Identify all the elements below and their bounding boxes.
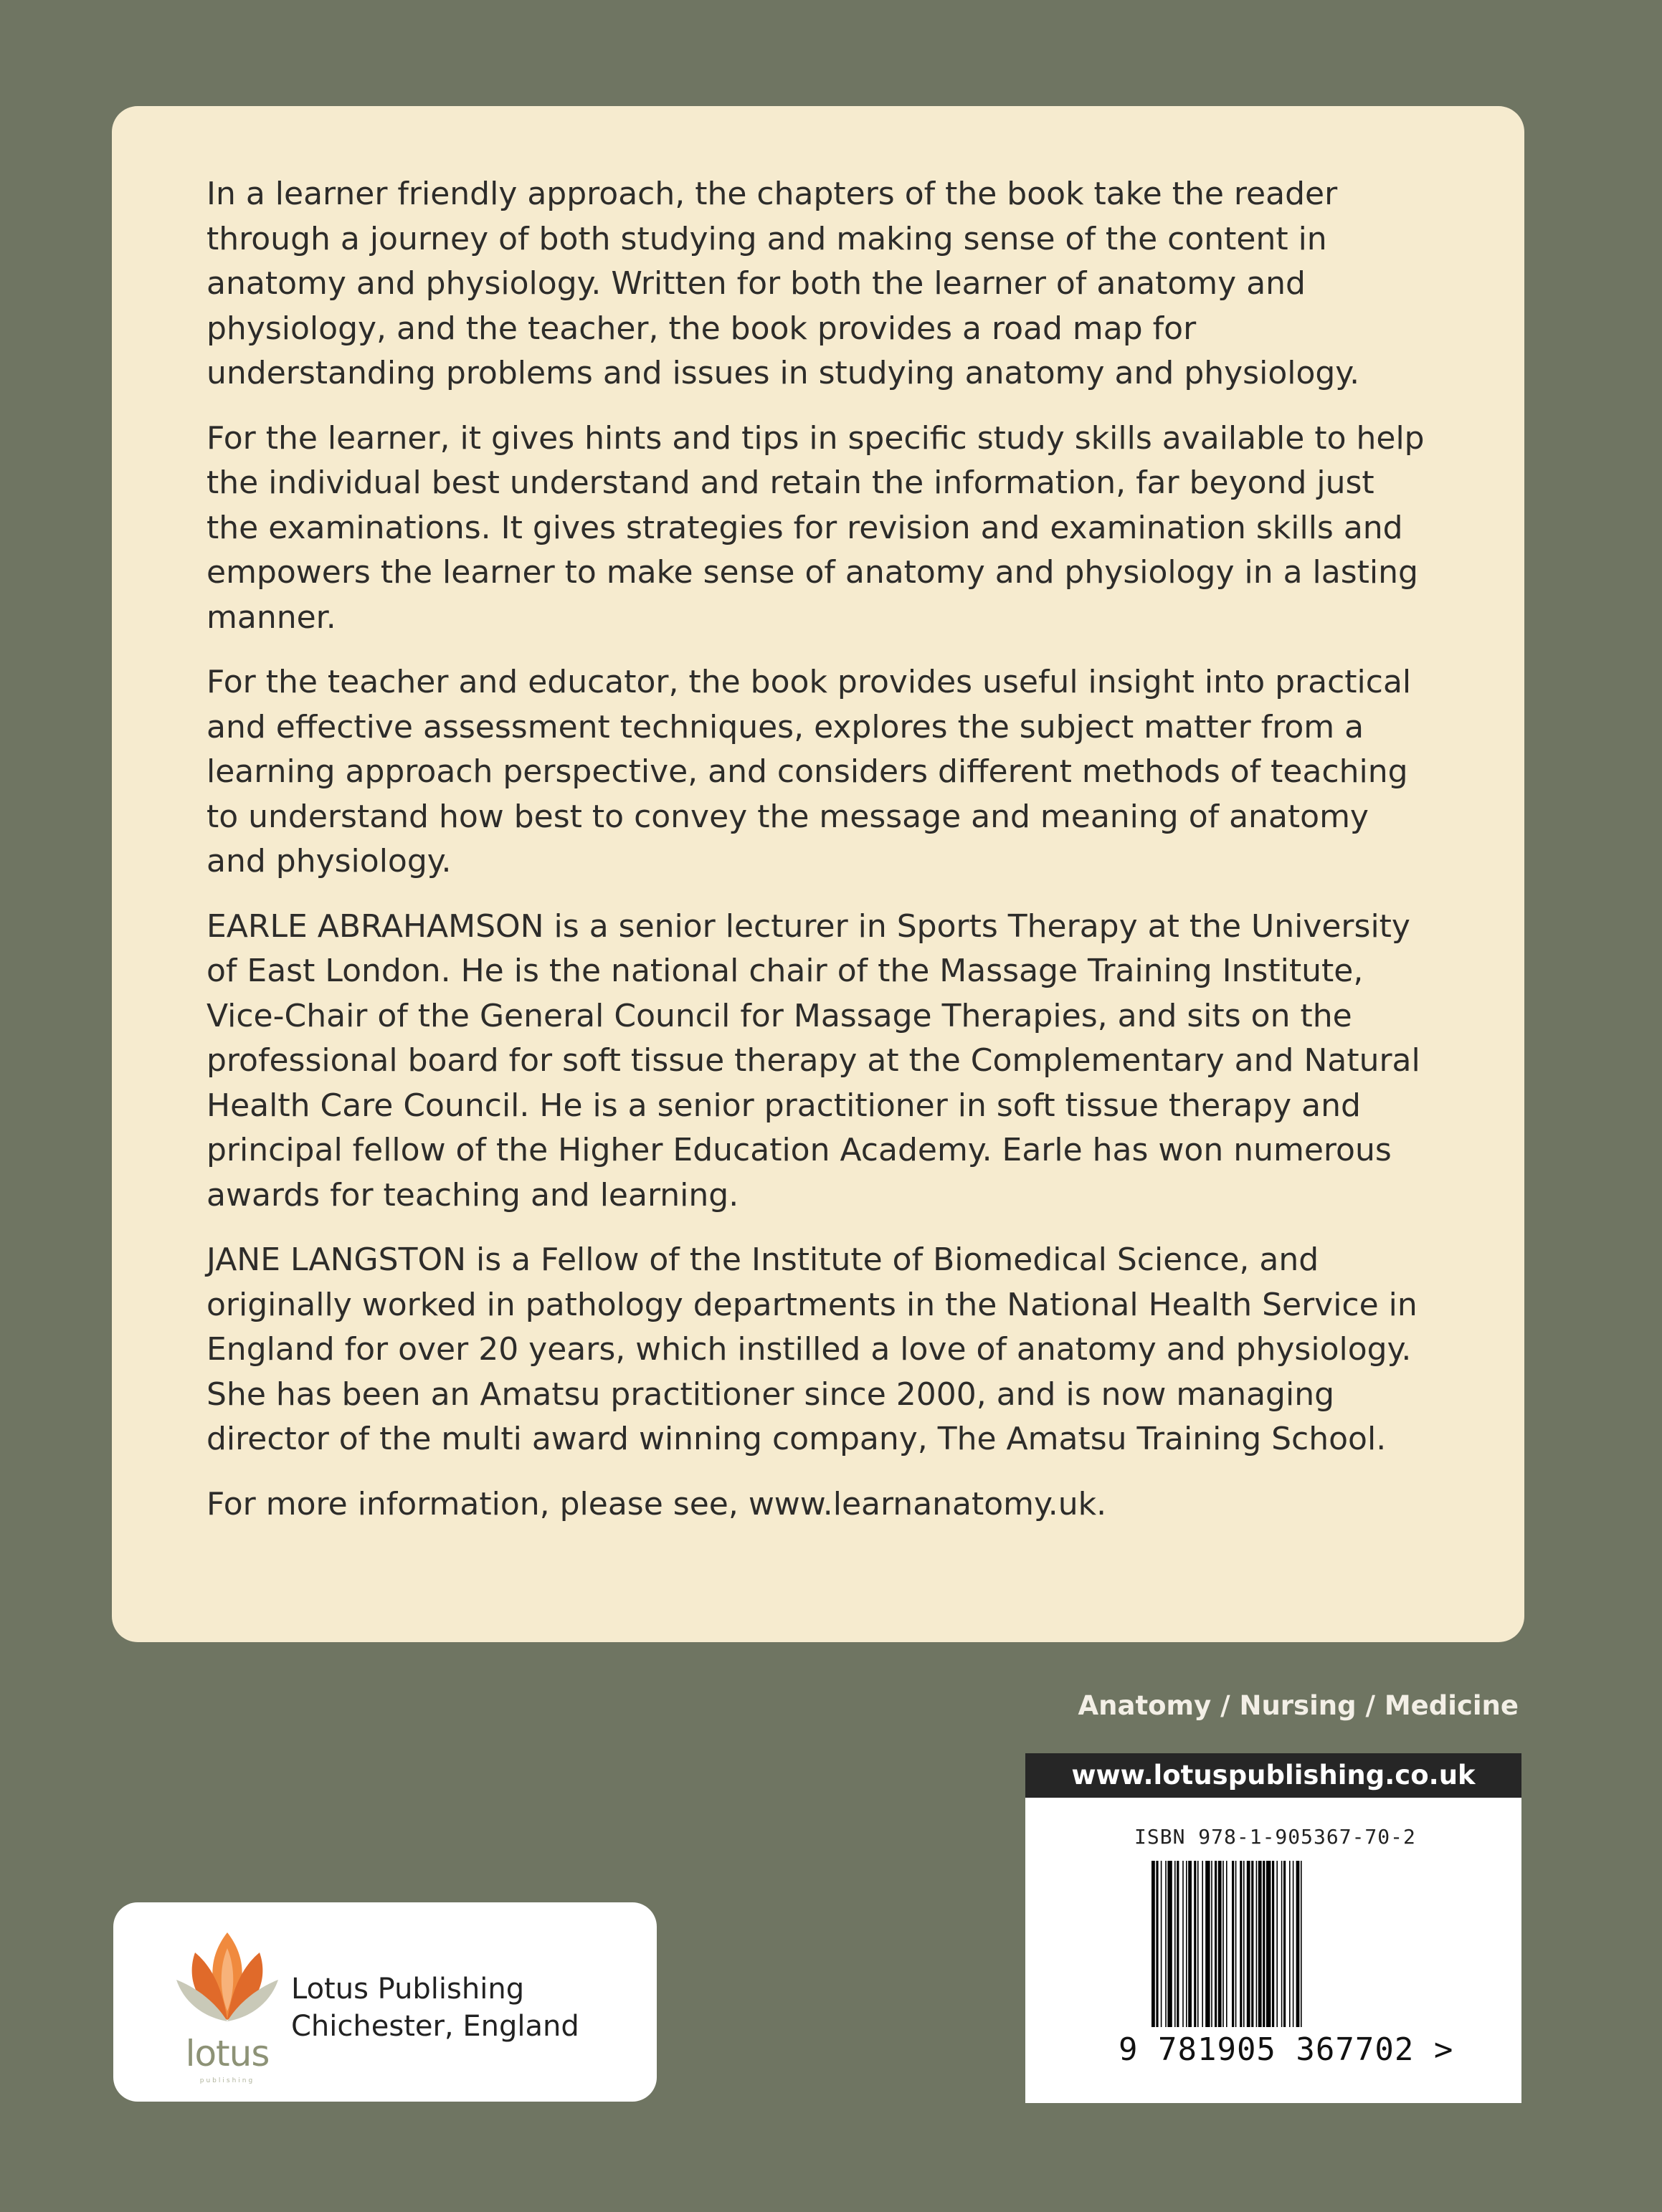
blurb-paragraph-learner: For the learner, it gives hints and tips in specific study skills available to help the individual best understand and retain the information, far beyond just the examinations. It gives strategies for revision and examination skills and empowers the learner to make sense of anatomy and physiology in a lasting manner.: [206, 419, 1425, 636]
blurb-paragraph-intro: In a learner friendly approach, the chapters of the book take the reader through a journey of both studying and making sense of the content in anatomy and physiology. Written for both the learner of anatomy and physiology, and the teacher, the book provides a road map for understanding problems and issues in studying anatomy and physiology.: [206, 176, 1360, 391]
subject-category: Anatomy / Nursing / Medicine: [1078, 1690, 1519, 1721]
publisher-location: Chichester, England: [291, 2010, 579, 2043]
author-bio-abrahamson: EARLE ABRAHAMSON is a senior lecturer in Sports Therapy at the University of East London. He is the national chair of the Massage Training Institute, Vice-Chair of the General Council for Massage Therapies, and sits on the professional board for soft tissue therapy at the Complementary and Natural Health Care Council. He is a senior practitioner in soft tissue therapy and principal fellow of the Higher Education Academy. Earle has won numerous awards for teaching and learning.: [206, 907, 1420, 1214]
barcode-digits: 9 781905 367702 >: [1119, 2031, 1454, 2068]
blurb-paragraph-teacher: For the teacher and educator, the book provides useful insight into practical and effective assessment techniques, explores the subject matter from a learning approach perspective, and considers different methods of teaching to understand how best to convey the message and meaning of anatomy and physiology.: [206, 664, 1412, 879]
publisher-name: Lotus Publishing: [291, 1973, 525, 2006]
lotus-logo-icon: [166, 1927, 288, 2084]
logo-subtext: publishing: [199, 2077, 255, 2084]
logo-wordmark: lotus: [185, 2033, 270, 2074]
isbn-label: ISBN 978-1-905367-70-2: [1134, 1825, 1416, 1849]
author-bio-langston: JANE LANGSTON is a Fellow of the Institute of Biomedical Science, and originally worked in pathology departments in the National Health Service in England for over 20 years, which instilled a love of anatomy and physiology. She has been an Amatsu practitioner since 2000, and is now managing director of the multi award winning company, The Amatsu Training School.: [206, 1241, 1418, 1457]
blurb-panel: [112, 106, 1524, 1642]
publisher-box: [113, 1902, 657, 2102]
more-info-line: For more information, please see, www.learnanatomy.uk.: [206, 1485, 1107, 1522]
barcode-box: [1025, 1753, 1521, 2103]
publisher-url: www.lotuspublishing.co.uk: [1025, 1753, 1521, 1798]
barcode-icon: [1151, 1861, 1401, 2027]
